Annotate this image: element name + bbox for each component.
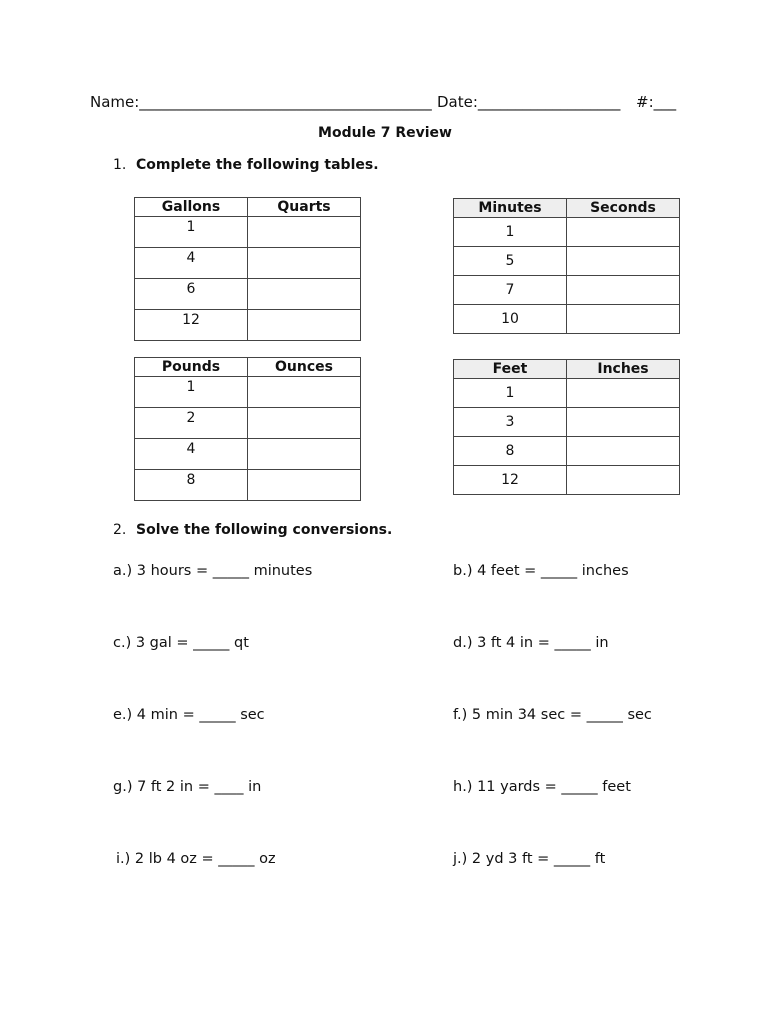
table-cell: 4 — [135, 439, 248, 470]
table-header: Quarts — [248, 198, 361, 217]
table-row — [135, 248, 361, 279]
table-header: Ounces — [248, 358, 361, 377]
table-row — [135, 217, 361, 248]
table-row — [454, 466, 680, 495]
date-field[interactable]: Date:___________________ — [437, 93, 621, 111]
table-row — [135, 439, 361, 470]
table-cell: 1 — [454, 379, 567, 408]
problem-h[interactable]: h.) 11 yards = _____ feet — [453, 779, 631, 795]
feet-inches-table — [453, 359, 680, 495]
table-row — [135, 279, 361, 310]
answer-cell[interactable] — [248, 439, 361, 470]
problem-d[interactable]: d.) 3 ft 4 in = _____ in — [453, 635, 609, 651]
name-field[interactable]: Name:_______________________________________ — [90, 93, 432, 111]
table-header: Seconds — [567, 199, 680, 218]
table-cell: 12 — [135, 310, 248, 341]
pounds-ounces-table — [134, 357, 361, 501]
answer-cell[interactable] — [567, 466, 680, 495]
table-cell: 12 — [454, 466, 567, 495]
table-row — [454, 379, 680, 408]
answer-cell[interactable] — [567, 276, 680, 305]
answer-cell[interactable] — [567, 408, 680, 437]
table-header: Minutes — [454, 199, 567, 218]
problem-g[interactable]: g.) 7 ft 2 in = ____ in — [113, 779, 262, 795]
table-cell: 4 — [135, 248, 248, 279]
question-1-number: 1. — [113, 157, 127, 173]
table-header: Pounds — [135, 358, 248, 377]
table-header: Inches — [567, 360, 680, 379]
answer-cell[interactable] — [248, 310, 361, 341]
answer-cell[interactable] — [567, 379, 680, 408]
table-header: Gallons — [135, 198, 248, 217]
number-field[interactable]: #:___ — [636, 93, 677, 111]
table-row — [454, 305, 680, 334]
question-2-number: 2. — [113, 522, 127, 538]
table-row — [135, 408, 361, 439]
table-cell: 5 — [454, 247, 567, 276]
answer-cell[interactable] — [567, 247, 680, 276]
table-cell: 6 — [135, 279, 248, 310]
answer-cell[interactable] — [248, 279, 361, 310]
table-cell: 1 — [135, 217, 248, 248]
table-cell: 8 — [135, 470, 248, 501]
table-cell: 7 — [454, 276, 567, 305]
problem-e[interactable]: e.) 4 min = _____ sec — [113, 707, 265, 723]
table-row — [454, 218, 680, 247]
table-row — [135, 470, 361, 501]
answer-cell[interactable] — [248, 408, 361, 439]
table-row — [454, 247, 680, 276]
page-title: Module 7 Review — [318, 125, 452, 141]
table-row — [454, 437, 680, 466]
answer-cell[interactable] — [248, 470, 361, 501]
problem-f[interactable]: f.) 5 min 34 sec = _____ sec — [453, 707, 652, 723]
gallons-quarts-table — [134, 197, 361, 341]
table-row — [454, 408, 680, 437]
table-cell: 3 — [454, 408, 567, 437]
problem-b[interactable]: b.) 4 feet = _____ inches — [453, 563, 629, 579]
table-cell: 8 — [454, 437, 567, 466]
problem-a[interactable]: a.) 3 hours = _____ minutes — [113, 563, 313, 579]
table-row — [454, 276, 680, 305]
table-row — [135, 377, 361, 408]
table-header: Feet — [454, 360, 567, 379]
problem-c[interactable]: c.) 3 gal = _____ qt — [113, 635, 249, 651]
answer-cell[interactable] — [248, 217, 361, 248]
answer-cell[interactable] — [567, 437, 680, 466]
answer-cell[interactable] — [567, 305, 680, 334]
table-cell: 1 — [454, 218, 567, 247]
table-cell: 2 — [135, 408, 248, 439]
problem-i[interactable]: i.) 2 lb 4 oz = _____ oz — [116, 851, 276, 867]
question-1-text: Complete the following tables. — [136, 157, 379, 173]
answer-cell[interactable] — [248, 248, 361, 279]
answer-cell[interactable] — [567, 218, 680, 247]
problem-j[interactable]: j.) 2 yd 3 ft = _____ ft — [453, 851, 606, 867]
table-cell: 10 — [454, 305, 567, 334]
minutes-seconds-table — [453, 198, 680, 334]
table-row — [135, 310, 361, 341]
table-cell: 1 — [135, 377, 248, 408]
question-2-text: Solve the following conversions. — [136, 522, 393, 538]
answer-cell[interactable] — [248, 377, 361, 408]
